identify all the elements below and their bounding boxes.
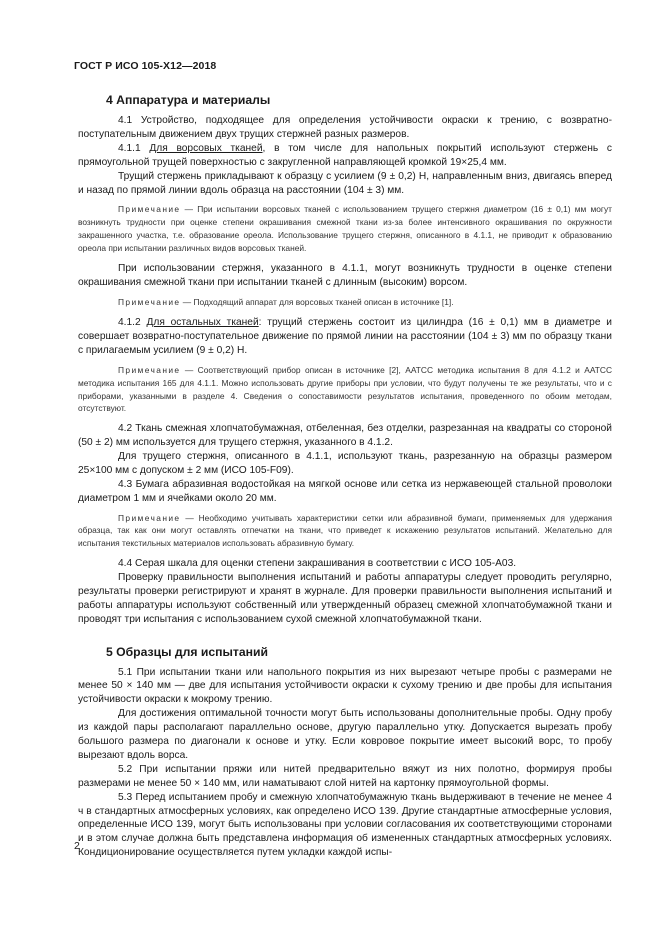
note-text: — Подходящий аппарат для ворсовых тканей описан в источнике [1]. bbox=[180, 297, 454, 308]
pile-fabrics-term: Для ворсовых тканей bbox=[149, 142, 263, 154]
paragraph-4-2-b: Для трущего стержня, описанного в 4.1.1, используют ткань, разрезанную на образцы размером 25×100 мм с допуском ± 2 мм (ИСО 105-F09). bbox=[78, 450, 612, 476]
note-label: Примечание bbox=[118, 297, 181, 308]
paragraph-4-1-1-c: При использовании стержня, указанного в 4.1.1, могут возникнуть трудности в оценке степени окрашивания смежной ткани при испытании тканей с длинным (высоким) ворсом. bbox=[78, 262, 612, 288]
note-3 bbox=[78, 364, 612, 415]
paragraph-4-1: 4.1 Устройство, подходящее для определения устойчивости окраски к трению, с возвратно-поступательным движением двух трущих стержней разных размеров. bbox=[78, 115, 612, 140]
paragraph-4-4-b: Проверку правильности выполнения испытаний и работы аппаратуры следует проводить регулярно, результаты проверки регистрируют и хранят в журнале. Для проверки правильности выполнения испытаний и работы аппаратуры используют собственный или утвержденный образец смежной хлопчатобумажной ткани и проводят три испытания с использованием сухой смежной хлопчатобумажной ткани. bbox=[78, 571, 612, 625]
note-label: Примечание bbox=[118, 204, 181, 215]
paragraph-5-3: 5.3 Перед испытанием пробу и смежную хлопчатобумажную ткань выдерживают в течение не менее 4 ч в стандартных атмосферных условиях, как определено ИСО 139. Другие стандартные атмосферные условия, определенные ИСО 139, могут быть использованы при условии согласования их соответствующими сторонами и в этом случае должна быть представлена информация об измененных стандартных атмосферных условиях. Кондиционирование осуществляется путем укладки каждой испы- bbox=[78, 791, 612, 859]
standard-code-header: ГОСТ Р ИСО 105-Х12—2018 bbox=[74, 60, 217, 72]
paragraph-5-2: 5.2 При испытании пряжи или нитей предварительно вяжут из них полотно, формируя пробы размерами не менее 50 × 140 мм, или наматывают слой нитей на картонку прямоугольной формы. bbox=[78, 763, 612, 789]
note-text: — Необходимо учитывать характеристики сетки или абразивной бумаги, применяемых для удержания образца, так как они могут оставлять отпечатки на ткани, что приведет к искажению результатов испытаний. Желательно для испытания текстильных материалов использовать абразивную бумагу. bbox=[78, 512, 612, 549]
clause-text: , в том числе для напольных покрытий используют стержень с прямоугольной трущей поверхностью с закругленной направляющей кромкой 19×25,4 мм. bbox=[78, 142, 612, 168]
clause-number: 4.1.1 bbox=[118, 142, 141, 154]
note-label: Примечание bbox=[118, 364, 181, 375]
note-label: Примечание bbox=[118, 512, 181, 523]
paragraph-5-1-b: Для достижения оптимальной точности могут быть использованы дополнительные пробы. Одну пробу из каждой пары располагают параллельно основе, другую параллельно утку. Допускается вырезать пробу большого размера по диагонали к основе и утку. Если ковровое покрытие имеет высокий ворс, то пробу вырезают вдоль ворса. bbox=[78, 708, 612, 761]
section-5-heading: 5 Образцы для испытаний bbox=[106, 644, 268, 659]
paragraph-4-2: 4.2 Ткань смежная хлопчатобумажная, отбеленная, без отделки, разрезанная на квадраты со стороной (50 ± 2) мм используется для трущего стержня, указанного в 4.1.2. bbox=[78, 423, 612, 449]
paragraph-5-1: 5.1 При испытании ткани или напольного покрытия из них вырезают четыре пробы с размерами не менее 50 × 140 мм — две для испытания устойчивости окраски к сухому трению и две пробы для испытания устойчивости окраски к мокрому трению. bbox=[78, 666, 612, 706]
note-1 bbox=[78, 203, 612, 254]
note-text: — Соответствующий прибор описан в источнике [2], AATCC методика испытания 8 для 4.1.2 и AATCC методика испытания 165 для 4.1.1. Можно использовать другие приборы при условии, что будут получены те же результаты, что и с приборами, указанными в разделе 4. Сведения о сопоставимости результатов испытания, проведенного по обоим методам, отсутствуют. bbox=[78, 364, 612, 414]
page-content bbox=[78, 93, 612, 860]
paragraph-4-1-1 bbox=[78, 142, 612, 170]
clause-text: : трущий стержень состоит из цилиндра (16 ± 0,1) мм в диаметре и совершает возвратно-поступательное движение по прямой линии на расстоянии (104 ± 3) мм по образцу ткани с прилагаемым усилием (9 ± 0,2) Н. bbox=[78, 317, 612, 357]
section-4-heading: 4 Аппаратура и материалы bbox=[106, 93, 271, 107]
other-fabrics-term: Для остальных тканей bbox=[146, 317, 259, 329]
clause-number: 4.1.2 bbox=[118, 317, 141, 329]
page-number: 2 bbox=[74, 840, 80, 852]
paragraph-4-3: 4.3 Бумага абразивная водостойкая на мягкой основе или сетка из нержавеющей стальной проволоки диаметром 1 мм и ячейками около 20 мм. bbox=[78, 478, 612, 504]
paragraph-4-4: 4.4 Серая шкала для оценки степени закрашивания в соответствии с ИСО 105-А03. bbox=[118, 557, 517, 569]
note-4 bbox=[78, 512, 612, 550]
note-2 bbox=[78, 296, 612, 309]
note-text: — При испытании ворсовых тканей с использованием трущего стержня диаметром (16 ± 0,1) мм могут возникнуть трудности при оценке степени окрашивания смежной ткани из-за более интенсивного окрашивания по окружности закрашенного участка, т.е. образование ореола. Использование трущего стержня, описанного в 4.1.1, не приводит к образованию ореола при испытании различных видов ворсовых тканей. bbox=[78, 204, 612, 253]
paragraph-4-1-1-b: Трущий стержень прикладывают к образцу с усилием (9 ± 0,2) Н, направленным вниз, двигаясь вперед и назад по прямой линии вдоль образца на расстоянии (104 ± 3) мм. bbox=[78, 170, 612, 196]
paragraph-4-1-2 bbox=[78, 316, 612, 358]
